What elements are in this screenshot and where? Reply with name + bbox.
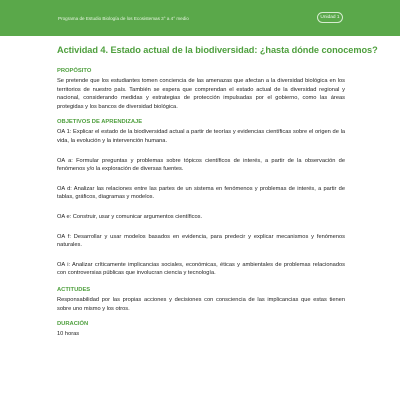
program-title: Programa de Estudio Biología de los Ecosistemas 3° a 4° medio [58,16,189,21]
objective-item: OA d: Analizar las relaciones entre las partes de un sistema en fenómenos y problemas de interés, a partir de tablas, gráficos, diagramas y modelos. [57,185,345,201]
purpose-section [57,68,345,111]
purpose-heading: PROPÓSITO [57,68,92,74]
objective-item: OA a: Formular preguntas y problemas sobre tópicos científicos de interés, a partir de la observación de fenómenos y/o la exploración de diversas fuentes. [57,157,345,173]
objective-item: OA e: Construir, usar y comunicar argumentos científicos. [57,213,203,220]
objective-item: OA f: Desarrollar y usar modelos basados en evidencia, para predecir y explicar mecanismos y fenómenos naturales. [57,233,345,249]
purpose-text: Se pretende que los estudiantes tomen conciencia de las amenazas que afectan a la diversidad biológica en los territorios de nuestro país. También se espera que comprendan el estado actual de la diversidad regional y nacional, considerando medidas y estrategias de protección impulsadas por el gobierno, como las áreas protegidas y los bancos de diversidad biológica. [57,78,345,110]
header-bar [0,0,400,36]
unit-badge: Unidad 1 [317,12,343,23]
document-body [57,45,378,347]
objective-item: OA 1: Explicar el estado de la biodiversidad actual a partir de teorías y evidencias científicas sobre el origen de la vida, la evolución y la intervención humana. [57,129,345,144]
attitudes-text: Responsabilidad por las propias acciones y decisiones con consciencia de las implicancias que estas tienen sobre uno mismo y los otros. [57,296,345,312]
activity-title: Actividad 4. Estado actual de la biodiversidad: ¿hasta dónde conocemos? [57,45,378,55]
objectives-heading: OBJETIVOS DE APRENDIZAJE [57,119,143,126]
attitudes-section [57,287,345,313]
attitudes-heading: ACTITUDES [57,286,91,293]
objective-item: OA i: Analizar críticamente implicancias sociales, económicas, éticas y ambientales de problemas relacionados con controversias públicas que involucran ciencia y tecnología. [57,261,345,277]
duration-heading: DURACIÓN [57,321,89,328]
duration-section [57,321,345,339]
objectives-section [57,119,345,278]
duration-text: 10 horas [57,331,80,338]
